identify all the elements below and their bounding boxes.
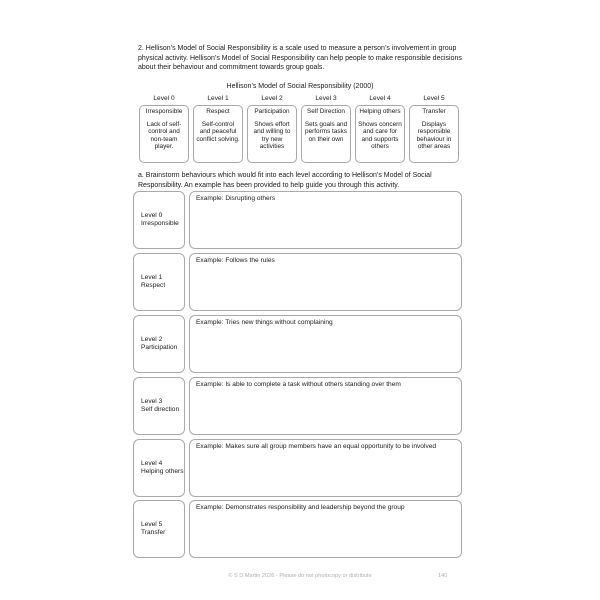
example-text: Example: Demonstrates responsibility and leadership beyond the group: [196, 504, 405, 511]
row-level-name: Helping others: [141, 468, 184, 475]
example-text: Example: Disrupting others: [196, 195, 276, 202]
example-text: Example: Follows the rules: [196, 257, 275, 264]
answer-box-level-5[interactable]: [189, 500, 462, 558]
level-heading: Level 4: [369, 95, 391, 102]
level-card: [409, 105, 459, 163]
level-description: Shows effort and willing to try new activities: [253, 120, 291, 151]
level-heading: Level 1: [207, 95, 229, 102]
row-level: Level 2: [141, 335, 163, 343]
level-name: Self Direction: [306, 108, 345, 115]
row-level-name: Transfer: [141, 529, 166, 536]
answer-box-level-1[interactable]: [189, 253, 462, 311]
answer-box-level-4[interactable]: [189, 439, 462, 497]
level-card: [139, 105, 189, 163]
level-description: Shows concern and care for and supports others: [358, 120, 402, 151]
row-level-name: Participation: [141, 344, 178, 351]
level-name: Helping others: [359, 108, 401, 115]
row-level-label: [133, 439, 185, 497]
row-level: Level 1: [141, 273, 163, 281]
level-name: Respect: [206, 108, 230, 115]
level-description: Sets goals and performs tasks on their own: [304, 120, 348, 143]
copyright-footer: © S D Martin 2026 - Please do not photocopy or distribute: [228, 573, 372, 579]
answer-box-level-2[interactable]: [189, 315, 462, 373]
level-description: Displays responsible behaviour in other areas: [416, 120, 452, 151]
example-text: Example: Is able to complete a task without others standing over them: [196, 381, 401, 388]
row-level-label: [133, 315, 185, 373]
row-level-label: [133, 377, 185, 435]
level-card: [247, 105, 297, 163]
level-card: [301, 105, 351, 163]
row-level-name: Self direction: [141, 406, 180, 413]
level-description: Self-control and peaceful conflict solving.: [196, 120, 240, 143]
row-level: Level 4: [141, 459, 163, 467]
level-heading: Level 2: [261, 95, 283, 102]
levels-table: [138, 95, 462, 167]
page-number: 140: [438, 573, 448, 579]
answer-box-level-0[interactable]: [189, 191, 462, 249]
level-heading: Level 5: [423, 95, 445, 102]
level-card: [355, 105, 405, 163]
example-text: Example: Makes sure all group members have an equal opportunity to be involved: [196, 443, 437, 450]
level-heading: Level 0: [153, 95, 175, 102]
level-name: Transfer: [422, 108, 446, 115]
model-title: Hellison’s Model of Social Responsibility (2000): [226, 83, 374, 90]
row-level-label: [133, 253, 185, 311]
level-heading: Level 3: [315, 95, 337, 102]
row-level: Level 0: [141, 211, 163, 219]
row-level-name: Respect: [141, 282, 166, 289]
level-card: [193, 105, 243, 163]
row-level-label: [133, 191, 185, 249]
level-description: Lack of self-control and non-team player.: [146, 120, 182, 151]
row-level: Level 3: [141, 397, 163, 405]
row-level-label: [133, 500, 185, 558]
task-instructions: a. Brainstorm behaviours which would fit into each level according to Hellison’s Model of Social Responsibility. An example has been provided to help guide you through this activity.: [138, 172, 432, 189]
level-name: Participation: [254, 108, 290, 115]
row-level-name: Irresponsible: [141, 220, 179, 227]
answer-box-level-3[interactable]: [189, 377, 462, 435]
row-level: Level 5: [141, 520, 163, 528]
question-intro: 2. Hellison’s Model of Social Responsibility is a scale used to measure a person’s involvement in group physical activity. Hellison’s Model of Social Responsibility can help people to make responsible decisions about their behaviour and commitment towards group goals.: [138, 45, 462, 72]
level-name: Irresponsible: [145, 108, 183, 115]
example-text: Example: Tries new things without complaining: [196, 319, 333, 326]
